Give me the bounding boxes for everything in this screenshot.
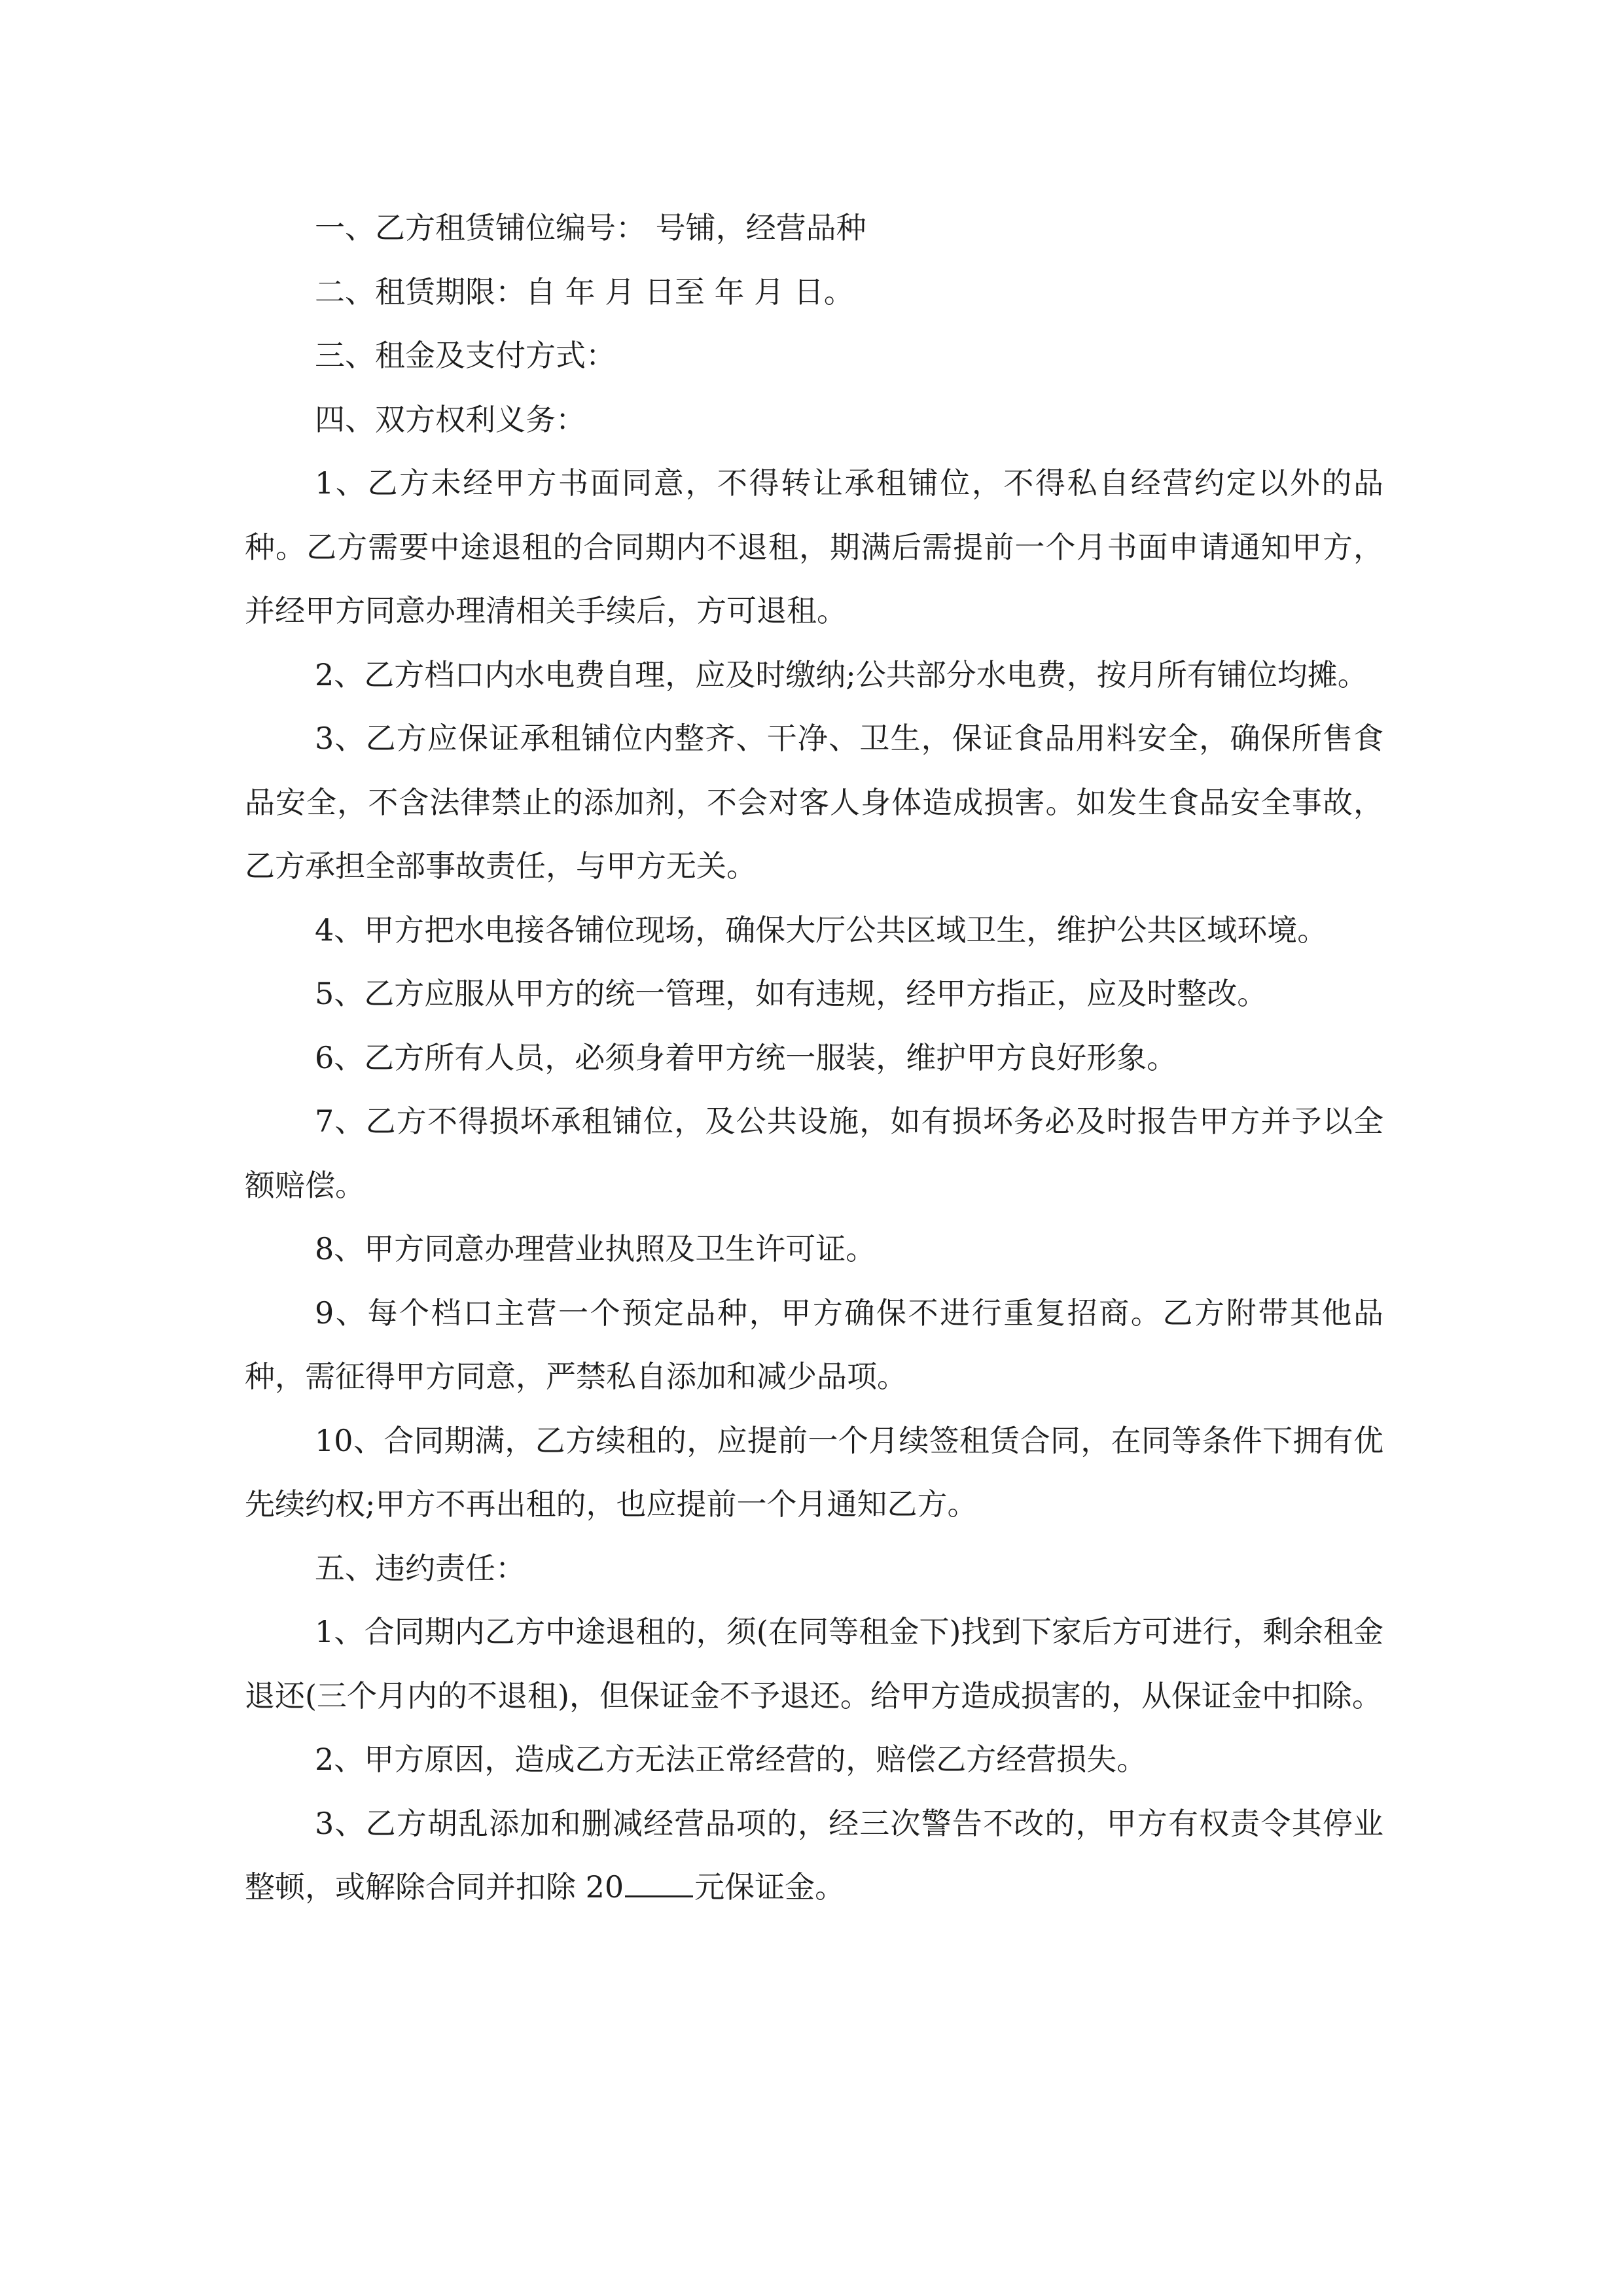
paragraph: 3、乙方应保证承租铺位内整齐、干净、卫生，保证食品用料安全，确保所售食品安全，不含法律禁止的添加剂，不会对客人身体造成损害。如发生食品安全事故，乙方承担全部事故责任，与甲方无关。 xyxy=(245,721,1383,884)
paragraph: 4、甲方把水电接各铺位现场，确保大厅公共区域卫生，维护公共区域环境。 xyxy=(315,912,1328,948)
paragraph: 四、双方权利义务： xyxy=(315,401,586,437)
paragraph: 7、乙方不得损坏承租铺位，及公共设施，如有损坏务必及时报告甲方并予以全额赔偿。 xyxy=(245,1103,1383,1203)
paragraph: 6、乙方所有人员，必须身着甲方统一服装，维护甲方良好形象。 xyxy=(315,1039,1177,1075)
paragraph: 9、每个档口主营一个预定品种，甲方确保不进行重复招商。乙方附带其他品种，需征得甲方同意，严禁私自添加和减少品项。 xyxy=(245,1295,1383,1394)
paragraph: 五、违约责任： xyxy=(315,1550,526,1586)
paragraph-last xyxy=(245,1792,1383,1920)
paragraph: 10、合同期满，乙方续租的，应提前一个月续签租赁合同，在同等条件下拥有优先续约权;甲方不再出租的，也应提前一个月通知乙方。 xyxy=(245,1422,1383,1522)
paragraph-text-after-blank: 元保证金。 xyxy=(694,1869,846,1905)
paragraph: 2、乙方档口内水电费自理，应及时缴纳;公共部分水电费，按月所有铺位均摊。 xyxy=(315,656,1368,692)
document-body xyxy=(245,196,1383,1920)
paragraph: 8、甲方同意办理营业执照及卫生许可证。 xyxy=(315,1231,876,1266)
paragraph: 二、租赁期限：自 年 月 日至 年 月 日。 xyxy=(315,274,854,310)
paragraph: 1、合同期内乙方中途退租的，须(在同等租金下)找到下家后方可进行，剩余租金退还(三个月内的不退租)，但保证金不予退还。给甲方造成损害的，从保证金中扣除。 xyxy=(245,1614,1383,1713)
paragraph: 5、乙方应服从甲方的统一管理，如有违规，经甲方指正，应及时整改。 xyxy=(315,976,1268,1011)
paragraph-text-before-blank: 3、乙方胡乱添加和删减经营品项的，经三次警告不改的，甲方有权责令其停业整顿，或解除合同并扣除 20 xyxy=(245,1805,1383,1905)
paragraph: 三、租金及支付方式： xyxy=(315,338,616,373)
paragraph: 2、甲方原因，造成乙方无法正常经营的，赔偿乙方经营损失。 xyxy=(315,1742,1147,1777)
fill-in-blank xyxy=(625,1895,693,1897)
paragraph: 1、乙方未经甲方书面同意，不得转让承租铺位，不得私自经营约定以外的品种。乙方需要中途退租的合同期内不退租，期满后需提前一个月书面申请通知甲方，并经甲方同意办理清相关手续后，方可退租。 xyxy=(245,465,1383,628)
paragraph: 一、乙方租赁铺位编号： 号铺，经营品种 xyxy=(315,210,866,245)
